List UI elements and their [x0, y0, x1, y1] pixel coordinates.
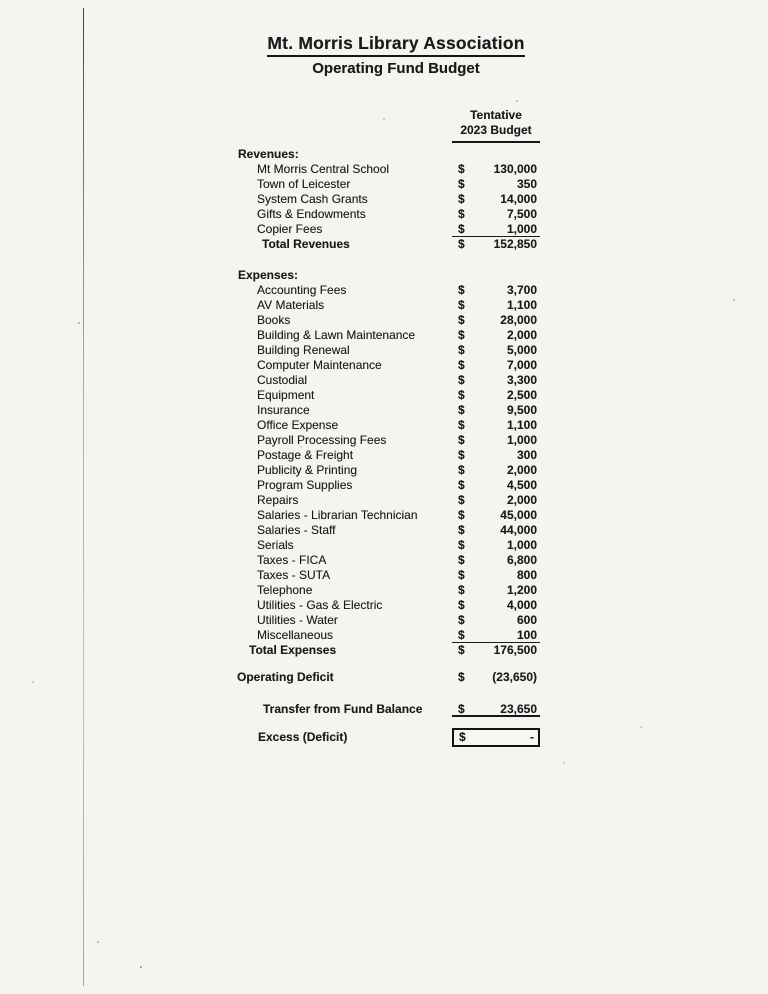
line-item-amount — [452, 553, 540, 568]
amount-value: 7,000 — [506, 358, 537, 372]
expense-row — [236, 358, 540, 373]
line-item-amount — [452, 298, 540, 313]
revenue-row — [236, 177, 540, 192]
line-item-amount — [452, 523, 540, 538]
dollar-sign: $ — [458, 237, 465, 251]
amount-value: 28,000 — [500, 313, 537, 327]
expense-row — [236, 298, 540, 313]
line-item-amount — [452, 388, 540, 403]
dollar-sign: $ — [458, 192, 465, 206]
document-subtitle: Operating Fund Budget — [312, 60, 480, 77]
line-item-label: Publicity & Printing — [257, 463, 358, 477]
dollar-sign: $ — [458, 313, 465, 327]
expense-row — [236, 313, 540, 328]
scan-streak-artifact — [83, 8, 84, 986]
expense-row — [236, 553, 540, 568]
expense-row — [236, 373, 540, 388]
line-item-amount — [452, 433, 540, 448]
line-item-amount — [452, 568, 540, 583]
line-item-label: AV Materials — [257, 298, 325, 312]
line-item-amount — [452, 418, 540, 433]
total-revenues-label: Total Revenues — [262, 237, 350, 251]
line-item-amount — [452, 177, 540, 192]
line-item-amount — [452, 162, 540, 177]
amount-value: 300 — [516, 448, 537, 462]
total-revenues-row — [236, 237, 540, 252]
expense-row — [236, 493, 540, 508]
line-item-amount — [452, 448, 540, 463]
line-item-label: Program Supplies — [257, 478, 353, 492]
expense-row — [236, 343, 540, 358]
transfer-from-fund-balance-label: Transfer from Fund Balance — [263, 702, 423, 716]
dollar-sign: $ — [458, 702, 465, 716]
amount-value: 2,000 — [506, 493, 537, 507]
revenue-row — [236, 162, 540, 177]
line-item-label: Books — [257, 313, 291, 327]
expense-row — [236, 538, 540, 553]
amount-value: 9,500 — [506, 403, 537, 417]
amount-value: 2,500 — [506, 388, 537, 402]
amount-value: - — [530, 729, 534, 744]
total-revenues-amount — [452, 237, 540, 252]
line-item-label: Computer Maintenance — [257, 358, 382, 372]
expense-row — [236, 403, 540, 418]
amount-value: 2,000 — [506, 463, 537, 477]
dollar-sign: $ — [458, 508, 465, 522]
amount-value: 1,000 — [506, 433, 537, 447]
line-item-amount — [452, 373, 540, 388]
dollar-sign: $ — [458, 643, 465, 657]
amount-value: 3,700 — [506, 283, 537, 297]
line-item-amount — [452, 493, 540, 508]
dollar-sign: $ — [458, 523, 465, 537]
amount-value: 1,100 — [506, 298, 537, 312]
line-item-amount — [452, 538, 540, 553]
dollar-sign: $ — [458, 177, 465, 191]
amount-value: 4,500 — [506, 478, 537, 492]
amount-value: 1,000 — [506, 538, 537, 552]
line-item-amount — [452, 598, 540, 613]
dollar-sign: $ — [458, 493, 465, 507]
amount-value: 7,500 — [506, 207, 537, 221]
expense-row — [236, 598, 540, 613]
line-item-amount — [452, 192, 540, 207]
amount-value: 176,500 — [493, 643, 537, 657]
dollar-sign: $ — [458, 388, 465, 402]
line-item-amount — [452, 583, 540, 598]
expenses-section-header: Expenses: — [238, 268, 299, 282]
expense-row — [236, 463, 540, 478]
amount-value: 1,200 — [506, 583, 537, 597]
total-expenses-row — [236, 643, 540, 658]
line-item-label: Salaries - Librarian Technician — [257, 508, 418, 522]
line-item-label: Taxes - FICA — [257, 553, 327, 567]
amount-value: 5,000 — [506, 343, 537, 357]
amount-value: 44,000 — [500, 523, 537, 537]
dollar-sign: $ — [458, 343, 465, 357]
dollar-sign: $ — [459, 729, 466, 744]
revenues-section-header-row — [236, 147, 540, 162]
line-item-label: Miscellaneous — [257, 628, 334, 642]
line-item-label: Utilities - Gas & Electric — [257, 598, 383, 612]
amount-value: 100 — [516, 628, 537, 642]
dollar-sign: $ — [458, 162, 465, 176]
line-item-label: Copier Fees — [257, 222, 323, 236]
dollar-sign: $ — [458, 598, 465, 612]
transfer-from-fund-balance-row — [236, 702, 540, 717]
line-item-label: Utilities - Water — [257, 613, 338, 627]
amount-value: 23,650 — [500, 702, 537, 716]
line-item-amount — [452, 222, 540, 237]
dollar-sign: $ — [458, 283, 465, 297]
expense-row — [236, 418, 540, 433]
dollar-sign: $ — [458, 358, 465, 372]
revenue-row — [236, 192, 540, 207]
total-expenses-amount — [452, 643, 540, 658]
expense-row — [236, 523, 540, 538]
line-item-amount — [452, 463, 540, 478]
dollar-sign: $ — [458, 670, 465, 684]
line-item-amount — [452, 628, 540, 643]
amount-value: 152,850 — [493, 237, 537, 251]
dollar-sign: $ — [458, 538, 465, 552]
expense-row — [236, 508, 540, 523]
excess-deficit-row — [236, 727, 540, 747]
amount-value: 14,000 — [500, 192, 537, 206]
amount-value: 1,100 — [506, 418, 537, 432]
transfer-from-fund-balance-amount — [452, 702, 540, 717]
line-item-label: System Cash Grants — [257, 192, 368, 206]
dollar-sign: $ — [458, 613, 465, 627]
line-item-amount — [452, 478, 540, 493]
revenues-section-header: Revenues: — [238, 147, 299, 161]
document-title: Mt. Morris Library Association — [267, 33, 524, 57]
excess-deficit-label: Excess (Deficit) — [258, 729, 348, 744]
expense-row — [236, 628, 540, 643]
line-item-label: Building & Lawn Maintenance — [257, 328, 416, 342]
line-item-amount — [452, 207, 540, 222]
total-expenses-label: Total Expenses — [249, 643, 337, 657]
amount-value: 1,000 — [506, 222, 537, 236]
line-item-amount — [452, 313, 540, 328]
document-header — [26, 33, 766, 77]
dollar-sign: $ — [458, 373, 465, 387]
column-header-line2: 2023 Budget — [460, 123, 532, 137]
amount-value: 2,000 — [506, 328, 537, 342]
amount-value: 3,300 — [506, 373, 537, 387]
column-header — [452, 108, 540, 143]
dollar-sign: $ — [458, 568, 465, 582]
line-item-label: Taxes - SUTA — [257, 568, 331, 582]
line-item-amount — [452, 283, 540, 298]
dollar-sign: $ — [458, 628, 465, 642]
dollar-sign: $ — [458, 478, 465, 492]
dollar-sign: $ — [458, 298, 465, 312]
line-item-amount — [452, 613, 540, 628]
excess-deficit-box — [452, 728, 540, 747]
expense-row — [236, 328, 540, 343]
amount-value: 6,800 — [506, 553, 537, 567]
dollar-sign: $ — [458, 583, 465, 597]
amount-value: 600 — [516, 613, 537, 627]
amount-value: 45,000 — [500, 508, 537, 522]
amount-value: 130,000 — [493, 162, 537, 176]
line-item-label: Building Renewal — [257, 343, 350, 357]
dollar-sign: $ — [458, 222, 465, 236]
line-item-label: Payroll Processing Fees — [257, 433, 387, 447]
dollar-sign: $ — [458, 463, 465, 477]
line-item-label: Salaries - Staff — [257, 523, 336, 537]
line-item-label: Gifts & Endowments — [257, 207, 366, 221]
expense-row — [236, 448, 540, 463]
amount-value: 4,000 — [506, 598, 537, 612]
expense-row — [236, 283, 540, 298]
expense-row — [236, 613, 540, 628]
line-item-label: Office Expense — [257, 418, 339, 432]
line-item-amount — [452, 508, 540, 523]
revenue-row — [236, 207, 540, 222]
operating-deficit-row — [236, 670, 540, 685]
dollar-sign: $ — [458, 207, 465, 221]
line-item-label: Town of Leicester — [257, 177, 351, 191]
line-item-label: Equipment — [257, 388, 315, 402]
operating-deficit-amount — [452, 670, 540, 685]
column-header-line1: Tentative — [470, 108, 522, 122]
operating-deficit-label: Operating Deficit — [237, 670, 334, 684]
line-item-amount — [452, 343, 540, 358]
line-item-amount — [452, 358, 540, 373]
expense-row — [236, 478, 540, 493]
line-item-label: Serials — [257, 538, 294, 552]
dollar-sign: $ — [458, 403, 465, 417]
amount-value: 350 — [516, 177, 537, 191]
dollar-sign: $ — [458, 328, 465, 342]
expense-row — [236, 583, 540, 598]
budget-table — [236, 108, 540, 747]
expense-row — [236, 388, 540, 403]
expense-row — [236, 433, 540, 448]
line-item-label: Insurance — [257, 403, 310, 417]
line-item-amount — [452, 328, 540, 343]
dollar-sign: $ — [458, 553, 465, 567]
dollar-sign: $ — [458, 448, 465, 462]
line-item-label: Postage & Freight — [257, 448, 354, 462]
line-item-label: Telephone — [257, 583, 313, 597]
expense-row — [236, 568, 540, 583]
expenses-section-header-row — [236, 268, 540, 283]
revenue-row — [236, 222, 540, 237]
line-item-label: Mt Morris Central School — [257, 162, 390, 176]
line-item-label: Repairs — [257, 493, 299, 507]
amount-value: (23,650) — [492, 670, 537, 684]
scan-specks — [0, 0, 2, 2]
line-item-amount — [452, 403, 540, 418]
line-item-label: Custodial — [257, 373, 308, 387]
amount-value: 800 — [516, 568, 537, 582]
dollar-sign: $ — [458, 418, 465, 432]
line-item-label: Accounting Fees — [257, 283, 347, 297]
dollar-sign: $ — [458, 433, 465, 447]
